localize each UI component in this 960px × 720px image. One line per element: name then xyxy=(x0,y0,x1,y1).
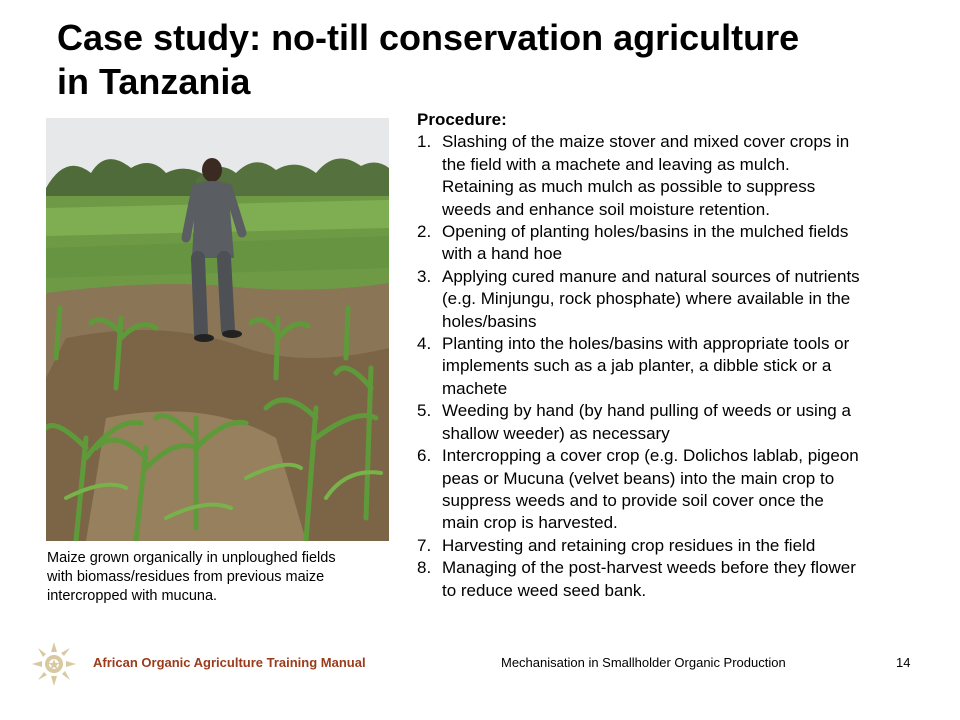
procedure-step xyxy=(417,400,917,445)
step-text-line: Retaining as much mulch as possible to suppress xyxy=(442,177,816,197)
step-number: 6. xyxy=(417,446,432,466)
page-title xyxy=(57,16,917,104)
caption-line: Maize grown organically in unploughed fields xyxy=(47,550,336,566)
step-text-line: with a hand hoe xyxy=(442,244,563,264)
footer-module-name: Mechanisation in Smallholder Organic Production xyxy=(501,655,786,670)
step-text-line: machete xyxy=(442,378,508,398)
step-number: 7. xyxy=(417,535,432,555)
step-text-line: shallow weeder) as necessary xyxy=(442,423,670,443)
step-text-line: Slashing of the maize stover and mixed cover crops in xyxy=(442,132,850,152)
footer-manual-name: African Organic Agriculture Training Manual xyxy=(93,655,366,670)
procedure-step xyxy=(417,557,917,602)
step-text-line: implements such as a jab planter, a dibble stick or a xyxy=(442,356,832,376)
photo-caption xyxy=(47,549,387,606)
step-text-line: the field with a machete and leaving as mulch. xyxy=(442,154,790,174)
page-number: 14 xyxy=(896,655,911,670)
step-text-line: Applying cured manure and natural sources of nutrients xyxy=(442,266,860,286)
step-text-line: Harvesting and retaining crop residues in the field xyxy=(442,535,816,555)
step-text-line: Opening of planting holes/basins in the mulched fields xyxy=(442,222,849,242)
step-text-line: suppress weeds and to provide soil cover once the xyxy=(442,490,824,510)
procedure-step xyxy=(417,131,917,221)
procedure-step xyxy=(417,445,917,535)
field-photo xyxy=(46,118,389,541)
caption-line: with biomass/residues from previous maize xyxy=(47,569,325,585)
step-text-line: to reduce weed seed bank. xyxy=(442,580,647,600)
step-text-line: weeds and enhance soil moisture retention. xyxy=(442,199,770,219)
step-text-line: (e.g. Minjungu, rock phosphate) where available in the xyxy=(442,289,851,309)
procedure-step xyxy=(417,333,917,400)
procedure-section xyxy=(417,109,917,602)
step-text-line: Intercropping a cover crop (e.g. Dolichos lablab, pigeon xyxy=(442,446,859,466)
step-text-line: main crop is harvested. xyxy=(442,513,618,533)
step-text-line: peas or Mucuna (velvet beans) into the main crop to xyxy=(442,468,835,488)
step-text-line: Managing of the post-harvest weeds before they flower xyxy=(442,558,856,578)
caption-line: intercropped with mucuna. xyxy=(47,588,218,604)
sun-star-logo-icon xyxy=(30,640,78,688)
step-text-line: Planting into the holes/basins with appropriate tools or xyxy=(442,334,850,354)
procedure-step xyxy=(417,266,917,333)
title-line-1: Case study: no-till conservation agriculture xyxy=(57,17,800,58)
procedure-steps xyxy=(417,131,917,602)
procedure-heading: Procedure: xyxy=(417,110,507,129)
step-number: 1. xyxy=(417,132,432,152)
title-line-2: in Tanzania xyxy=(57,61,251,102)
procedure-step xyxy=(417,535,917,557)
step-number: 5. xyxy=(417,401,432,421)
step-number: 3. xyxy=(417,266,432,286)
step-text-line: Weeding by hand (by hand pulling of weeds or using a xyxy=(442,401,851,421)
step-text-line: holes/basins xyxy=(442,311,537,331)
step-number: 4. xyxy=(417,334,432,354)
procedure-step xyxy=(417,221,917,266)
step-number: 2. xyxy=(417,222,432,242)
step-number: 8. xyxy=(417,558,432,578)
